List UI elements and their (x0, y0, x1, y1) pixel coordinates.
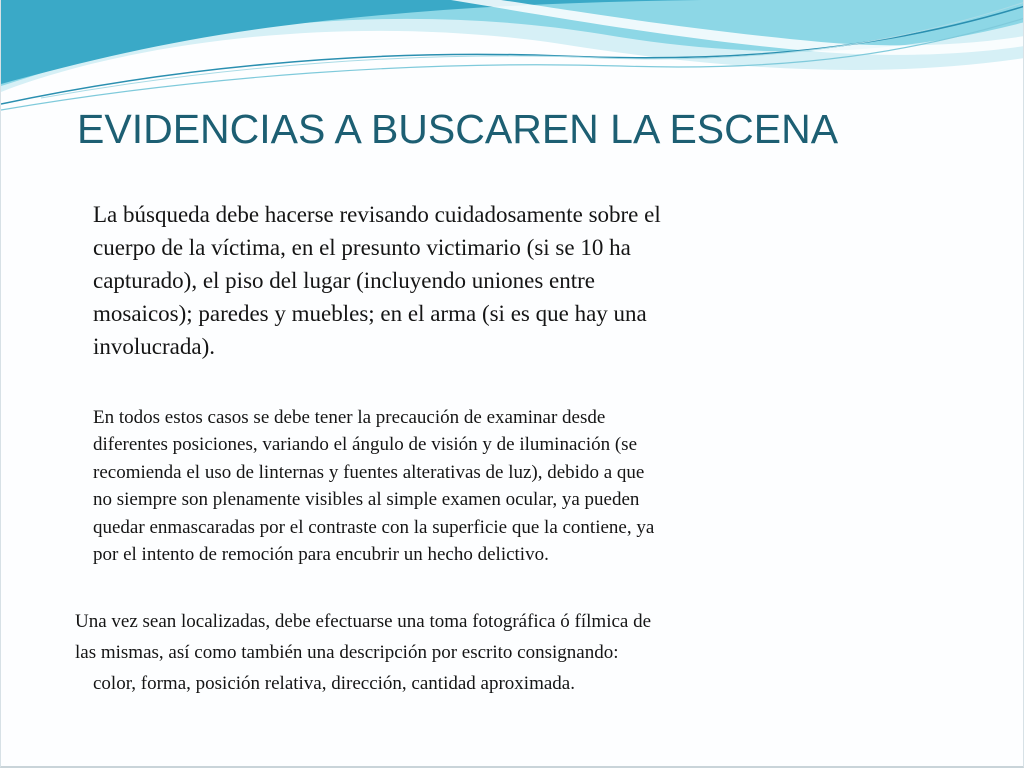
text-line: color, forma, posición relativa, dirección, cantidad aproximada. (93, 673, 575, 694)
paragraph-search-locations (93, 198, 823, 363)
text-line: Una vez sean localizadas, debe efectuarse una toma fotográfica ó fílmica de (75, 611, 652, 632)
text-line: diferentes posiciones, variando el ángulo de visión y de iluminación (se (93, 434, 637, 456)
text-line: involucrada). (93, 334, 215, 359)
text-line: recomienda el uso de linternas y fuentes alterativas de luz), debido a que (93, 461, 645, 483)
text-line: En todos estos casos se debe tener la precaución de examinar desde (93, 407, 606, 428)
text-line: las mismas, así como también una descripción por escrito consignando: (75, 642, 619, 663)
slide-title: EVIDENCIAS A BUSCAREN LA ESCENA (77, 106, 839, 152)
text-line: La búsqueda debe hacerse revisando cuidadosamente sobre el (93, 202, 661, 227)
text-line: capturado), el piso del lugar (incluyendo uniones entre (93, 268, 596, 293)
paragraph-precautions (93, 404, 833, 568)
text-line: mosaicos); paredes y muebles; en el arma (si es que hay una (93, 301, 647, 326)
text-line: quedar enmascaradas por el contraste con la superficie que la contiene, ya (93, 516, 655, 538)
text-line: por el intento de remoción para encubrir un hecho delictivo. (93, 544, 549, 566)
text-line: cuerpo de la víctima, en el presunto victimario (si se 10 ha (93, 235, 631, 260)
paragraph-documentation (75, 606, 835, 699)
text-line: no siempre son plenamente visibles al simple examen ocular, ya pueden (93, 489, 640, 511)
